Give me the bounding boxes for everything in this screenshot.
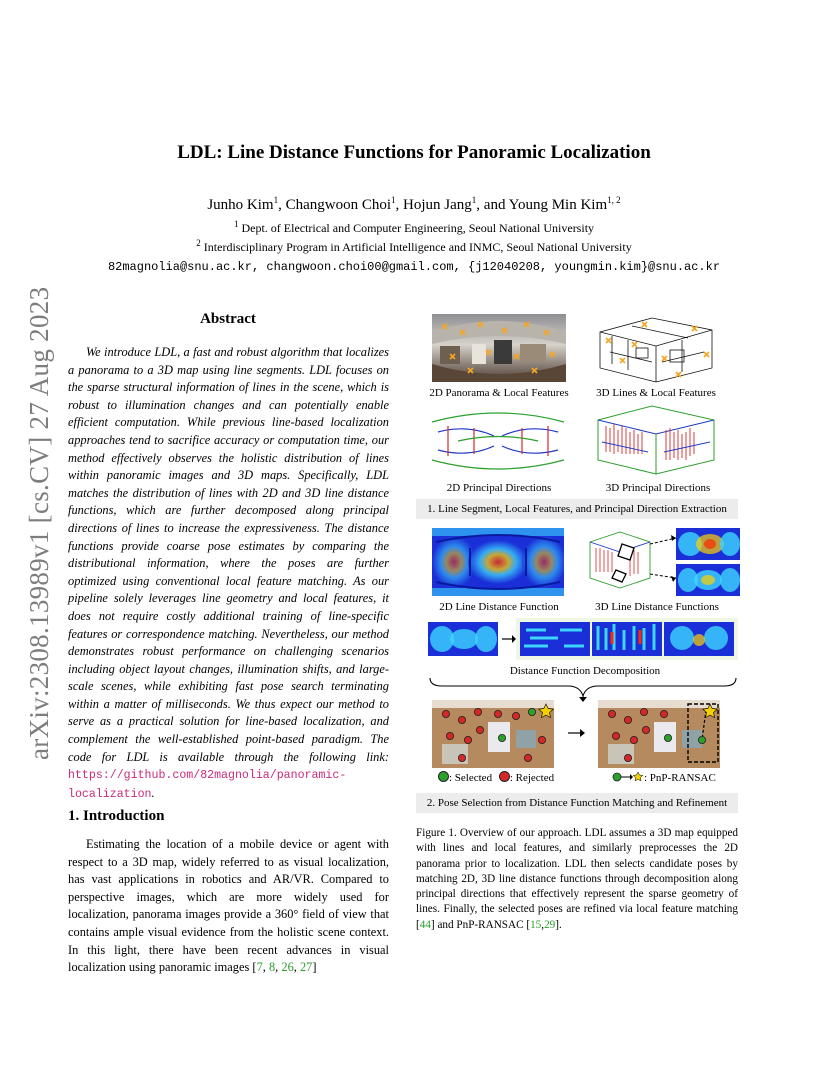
legend-pnp	[612, 771, 716, 784]
ldf-3d-heatmap-1	[676, 528, 740, 560]
intro-heading: 1. Introduction	[68, 808, 165, 824]
legend-selected: : Selected	[449, 772, 493, 784]
decomp-heatmaps	[516, 618, 738, 660]
label-ldf-2d: 2D Line Distance Function	[439, 601, 559, 613]
citation-link[interactable]: 44	[419, 918, 431, 931]
label-pd-3d: 3D Principal Directions	[605, 482, 711, 494]
author-sup: 1	[273, 195, 279, 205]
legend-rejected: : Rejected	[509, 772, 555, 784]
legend-pnp-text: : PnP-RANSAC	[644, 772, 716, 784]
author-name: Changwoon Choi	[285, 197, 392, 213]
selected-dot-icon	[438, 771, 449, 782]
abstract-body	[68, 344, 389, 803]
abstract-end: .	[151, 785, 155, 800]
label-ldf-3d: 3D Line Distance Functions	[595, 601, 719, 613]
citation-link[interactable]: 8	[268, 960, 276, 975]
code-link[interactable]: https://github.com/82magnolia/panoramic-localization	[68, 769, 347, 801]
author-sup: 1, 2	[607, 195, 621, 205]
label-decomposition: Distance Function Decomposition	[509, 665, 661, 677]
citation-link[interactable]: 29	[544, 918, 556, 931]
ldf-2d-heatmap	[432, 528, 564, 596]
author-sup: 1	[471, 195, 477, 205]
affiliation-sup: 2	[196, 238, 201, 248]
affiliation-text: Interdisciplinary Program in Artificial Intelligence and INMC, Seoul National University	[203, 240, 632, 254]
author-name: Junho Kim	[207, 197, 274, 213]
affiliation-text: Dept. of Electrical and Computer Engineering, Seoul National University	[241, 221, 595, 235]
principal-directions-2d-image	[428, 406, 568, 476]
label-3d-lines: 3D Lines & Local Features	[596, 387, 716, 399]
author-name: Young Min Kim	[508, 197, 608, 213]
caption-text-1: Figure 1. Overview of our approach. LDL assumes a 3D map equipped with lines and local features, and similarly preprocesses the 2D panorama prior to localization. LDL then selects candidate poses by matching 2D, 3D line distance functions through decomposition along principal directions that effectively represent the sparse geometry of lines. Finally, the selected poses are refined via local feature matching [	[416, 827, 738, 931]
pnp-arrow-star-icon	[612, 771, 644, 783]
decomp-heatmap-input	[428, 622, 498, 656]
intro-body: Estimating the location of a mobile device or agent with respect to a 3D map, widely referred to as visual localization, has vast applications in robotics and AR/VR. Compared to perspective images, which are more widely used for localization, panorama images provide a 360° field of view that contains ample visual evidence from the holistic scene context. In this light, there have been recent advances in visual localization using panoramic images [7, 8, 26, 27]	[68, 837, 389, 975]
ldf-3d-scene	[586, 526, 654, 594]
step-1-band: 1. Line Segment, Local Features, and Principal Direction Extraction	[416, 499, 738, 519]
affiliation-1	[0, 219, 828, 236]
citation-link[interactable]: 15	[530, 918, 542, 931]
affiliation-2	[0, 238, 828, 255]
author-list: Junho Kim$^1$, Changwoon Choi$^1$, Hojun Jang$^1$, and Young Min Kim$^{1, 2}$	[207, 195, 621, 213]
abstract-heading: Abstract	[200, 311, 256, 327]
step-2-band: 2. Pose Selection from Distance Function Matching and Refinement	[416, 793, 738, 813]
paper-title: LDL: Line Distance Functions for Panoramic Localization	[177, 142, 651, 163]
principal-directions-3d-image	[592, 402, 722, 478]
ldf-3d-heatmap-2	[676, 564, 740, 596]
label-panorama: 2D Panorama & Local Features	[429, 387, 569, 399]
arxiv-stamp: arXiv:2308.13989v1 [cs.CV] 27 Aug 2023	[24, 286, 54, 760]
author-sup: 1	[391, 195, 396, 205]
rejected-dot-icon	[499, 771, 510, 782]
abstract-text: We introduce LDL, a fast and robust algorithm that localizes a panorama to a 3D map using line segments. LDL focuses on the sparse structural information of lines in the scene, which is robust to illumination changes and can potentially enable efficient computation. While previous line-based localization approaches tend to sacrifice accuracy or computation time, our method effectively observes the holistic distribution of lines within panoramic images and 3D maps. Specifically, LDL matches the distribution of lines with 2D and 3D line distance functions, which are further decomposed along principal directions of lines to increase the expressiveness. The distance functions provide coarse pose estimates by comparing the distributional information, where the poses are further optimized using conventional local feature matching. As our pipeline solely leverages line geometry and local features, it does not require costly additional training of line-specific features or correspondence matching. Nevertheless, our method demonstrates robust performance on challenging scenarios including object layout changes, illumination shifts, and large-scale scenes, while exhibiting fast pose search terminating within a matter of milliseconds. We thus expect our method to serve as a practical solution for line-based localization, and complement the well-established point-based paradigm. The code for LDL is available through the following link:	[68, 345, 389, 764]
panorama-image	[432, 314, 566, 382]
figure-caption	[416, 826, 738, 933]
citation-link[interactable]: 27	[299, 960, 313, 975]
arrow-right-icon	[566, 726, 586, 740]
caption-text-2: ] and PnP-RANSAC [	[430, 918, 531, 931]
label-pd-2d: 2D Principal Directions	[446, 482, 552, 494]
author-name: Hojun Jang	[403, 197, 472, 213]
grouping-brace	[428, 676, 738, 702]
affiliation-sup: 1	[233, 219, 239, 229]
citation-link[interactable]: 7	[256, 960, 263, 975]
arrow-right-icon	[500, 630, 516, 648]
citation-link[interactable]: 26	[281, 960, 294, 975]
lines-3d-image	[592, 312, 720, 384]
pose-selection-map	[432, 700, 554, 768]
pose-refinement-map	[598, 700, 720, 768]
legend-selected-rejected	[438, 771, 554, 784]
intro-end: ]	[312, 960, 317, 975]
caption-text-3: ].	[555, 918, 562, 931]
caption-sep: ,	[541, 918, 545, 931]
intro-text: Estimating the location of a mobile device or agent with respect to a 3D map, widely referred to as visual localization, has vast applications in robotics and AR/VR. Compared to perspective images, which are more widely used for localization, panorama images provide a 360° field of view that contains ample visual evidence from the holistic scene context. In this light, there have been recent advances in visual localization using panoramic images [	[68, 837, 389, 975]
author-emails: 82magnolia@snu.ac.kr, changwoon.choi00@gmail.com, {j12040208, youngmin.kim}@snu.ac.kr	[107, 260, 721, 274]
